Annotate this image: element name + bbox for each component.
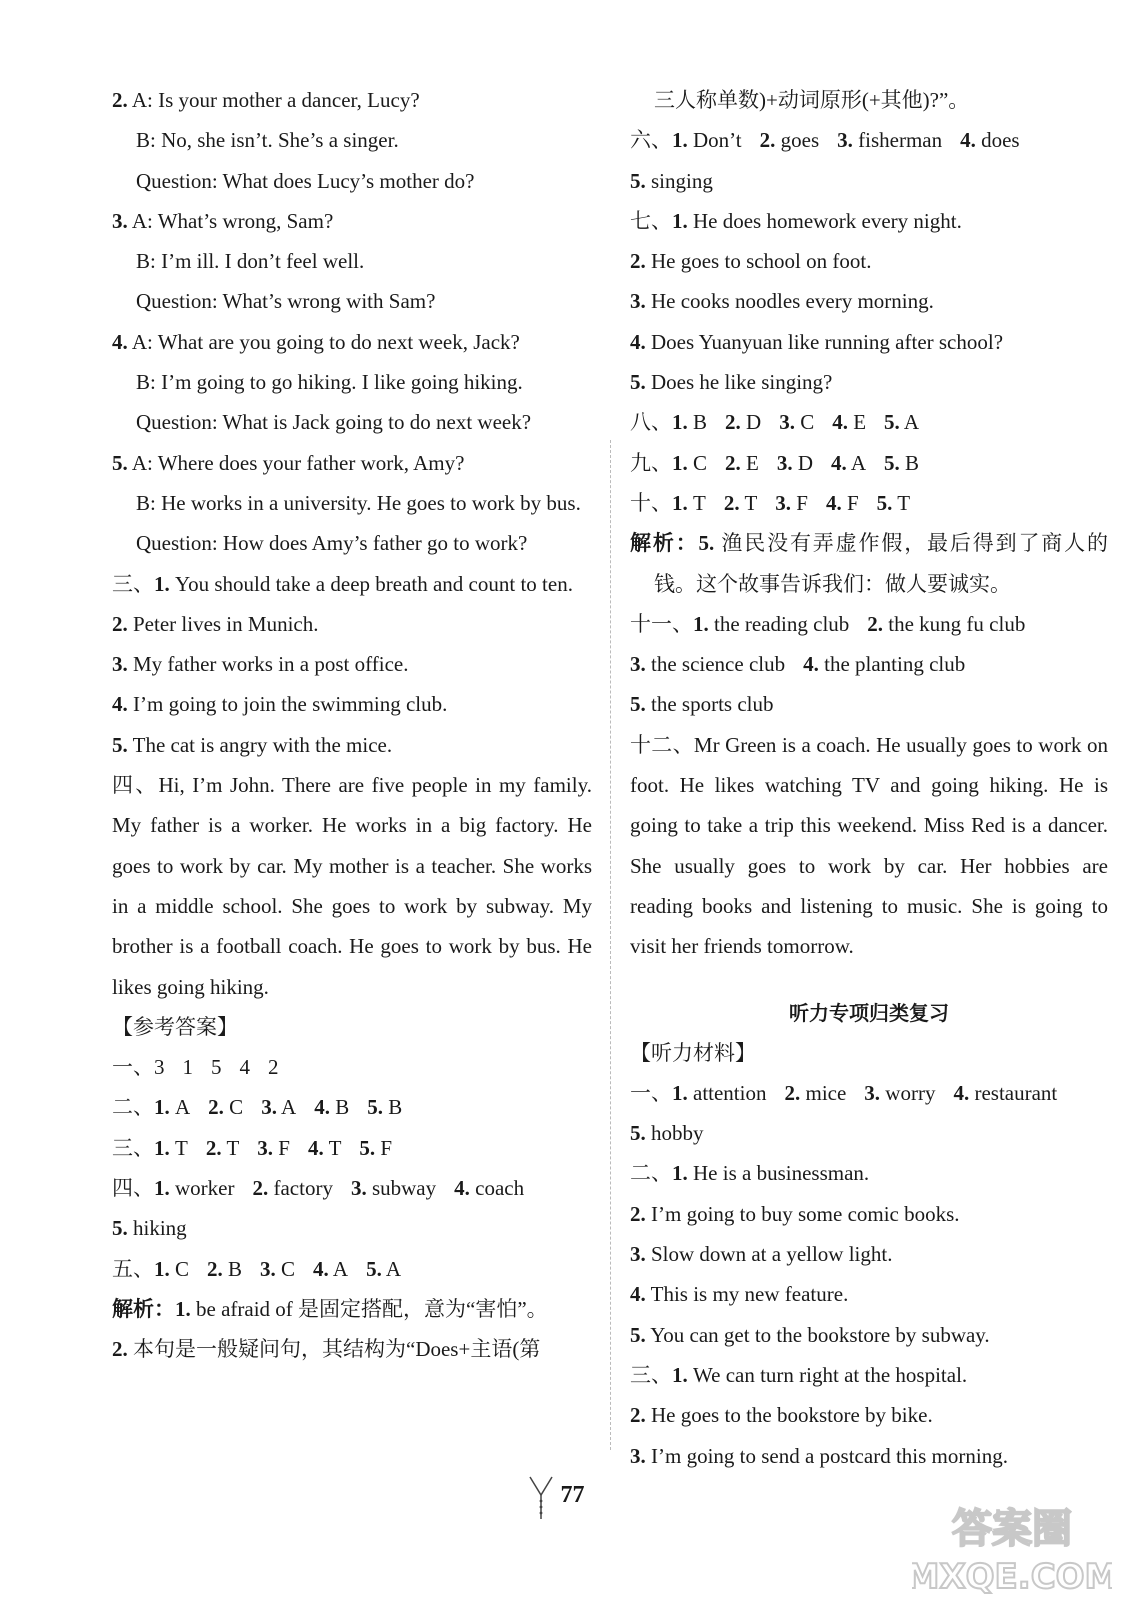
- left-line: 三、1. You should take a deep breath and count to ten.: [112, 571, 573, 596]
- left-line: B: No, she isn’t. She’s a singer.: [136, 128, 399, 153]
- right-line: 2. He goes to the bookstore by bike.: [630, 1403, 933, 1428]
- right-line: 5. You can get to the bookstore by subway.: [630, 1322, 990, 1347]
- watermark-logo: [912, 1500, 1112, 1601]
- right-line: 十一、1. the reading club 2. the kung fu club: [630, 611, 1026, 636]
- left-line: Question: What is Jack going to do next week?: [136, 410, 532, 435]
- right-line: 5. hobby: [630, 1121, 704, 1146]
- left-line: 二、1. A 2. C 3. A 4. B 5. B: [112, 1095, 403, 1120]
- left-column: [112, 80, 592, 1370]
- right-line: 一、1. attention 2. mice 3. worry 4. restaurant: [630, 1080, 1058, 1105]
- column-divider: [610, 440, 612, 1450]
- right-line: 4. Does Yuanyuan like running after school?: [630, 329, 1004, 354]
- left-line: B: I’m going to go hiking. I like going hiking.: [136, 370, 523, 395]
- left-line: 5. hiking: [112, 1216, 187, 1241]
- left-line: 一、3 1 5 4 2: [112, 1055, 279, 1080]
- right-line: 2. He goes to school on foot.: [630, 249, 872, 274]
- left-line: 三、1. T 2. T 3. F 4. T 5. F: [112, 1135, 393, 1160]
- left-line: 2. Peter lives in Munich.: [112, 611, 319, 636]
- left-line: 3. My father works in a post office.: [112, 652, 409, 677]
- right-line: 三、1. We can turn right at the hospital.: [630, 1362, 968, 1387]
- left-line: 4. I’m going to join the swimming club.: [112, 692, 448, 717]
- left-line: B: He works in a university. He goes to work by bus.: [136, 490, 581, 515]
- left-line: 2. 本句是一般疑问句，其结构为“Does+主语(第: [112, 1337, 541, 1362]
- watermark-logo-text: 答案圈: [952, 1506, 1072, 1552]
- left-line: 4. A: What are you going to do next week, Jack?: [112, 329, 520, 354]
- left-line: 5. The cat is angry with the mice.: [112, 732, 393, 757]
- right-line: 3. the science club 4. the planting club: [630, 652, 966, 677]
- section-title: 听力专项归类复习: [789, 1000, 949, 1025]
- left-line: B: I’m ill. I don’t feel well.: [136, 249, 365, 274]
- right-line: 十、1. T 2. T 3. F 4. F 5. T: [630, 490, 911, 515]
- left-line: Question: What’s wrong with Sam?: [136, 289, 436, 314]
- right-column: [630, 80, 1108, 1476]
- right-line: 十二、Mr Green is a coach. He usually goes to work on foot. He likes watching TV and going hiking. He is going to take a trip this weekend. Miss Red is a dancer. She usually goes to work by car. Her hobbies are reading books and listening to music. She is going to visit her friends tomorrow.: [630, 732, 1108, 959]
- right-line: 4. This is my new feature.: [630, 1282, 849, 1307]
- right-line: 5. singing: [630, 168, 713, 193]
- right-line: 【听力材料】: [630, 1040, 756, 1065]
- right-line: 三人称单数)+动词原形(+其他)?”。: [654, 88, 970, 112]
- right-line: 3. He cooks noodles every morning.: [630, 289, 934, 314]
- right-line: 2. I’m going to buy some comic books.: [630, 1201, 960, 1226]
- right-line: 八、1. B 2. D 3. C 4. E 5. A: [630, 410, 920, 435]
- right-line: 二、1. He is a businessman.: [630, 1161, 870, 1186]
- right-line: 九、1. C 2. E 3. D 4. A 5. B: [630, 450, 920, 475]
- right-line: 5. Does he like singing?: [630, 370, 833, 395]
- left-line: 四、1. worker 2. factory 3. subway 4. coach: [112, 1176, 525, 1201]
- left-line: 解析：1. be afraid of 是固定搭配，意为“害怕”。: [112, 1296, 548, 1321]
- left-line: 5. A: Where does your father work, Amy?: [112, 450, 465, 475]
- left-line: 四、Hi, I’m John. There are five people in my family. My father is a worker. He works in a big factory. He goes to work by car. My mother is a teacher. She works in a middle school. She goes to work by subway. My brother is a football coach. He goes to work by bus. He likes going hiking.: [112, 773, 592, 999]
- left-line: 2. A: Is your mother a dancer, Lucy?: [112, 88, 420, 112]
- right-line: 3. Slow down at a yellow light.: [630, 1242, 893, 1267]
- left-line: 五、1. C 2. B 3. C 4. A 5. A: [112, 1256, 402, 1281]
- right-line: 3. I’m going to send a postcard this morning.: [630, 1443, 1008, 1468]
- watermark-url: MXQE.COM: [912, 1557, 1112, 1596]
- right-line: 六、1. Don’t 2. goes 3. fisherman 4. does: [630, 128, 1020, 153]
- left-line: 3. A: What’s wrong, Sam?: [112, 208, 334, 233]
- left-line: Question: What does Lucy’s mother do?: [136, 168, 475, 193]
- left-line: 【参考答案】: [112, 1014, 238, 1039]
- right-line: 解析：5. 渔民没有弄虚作假，最后得到了商人的钱。这个故事告诉我们：做人要诚实。: [630, 531, 1108, 596]
- right-line: 5. the sports club: [630, 692, 774, 717]
- right-line: 七、1. He does homework every night.: [630, 208, 962, 233]
- page-number: 77: [560, 1482, 585, 1508]
- left-line: Question: How does Amy’s father go to work?: [136, 531, 528, 556]
